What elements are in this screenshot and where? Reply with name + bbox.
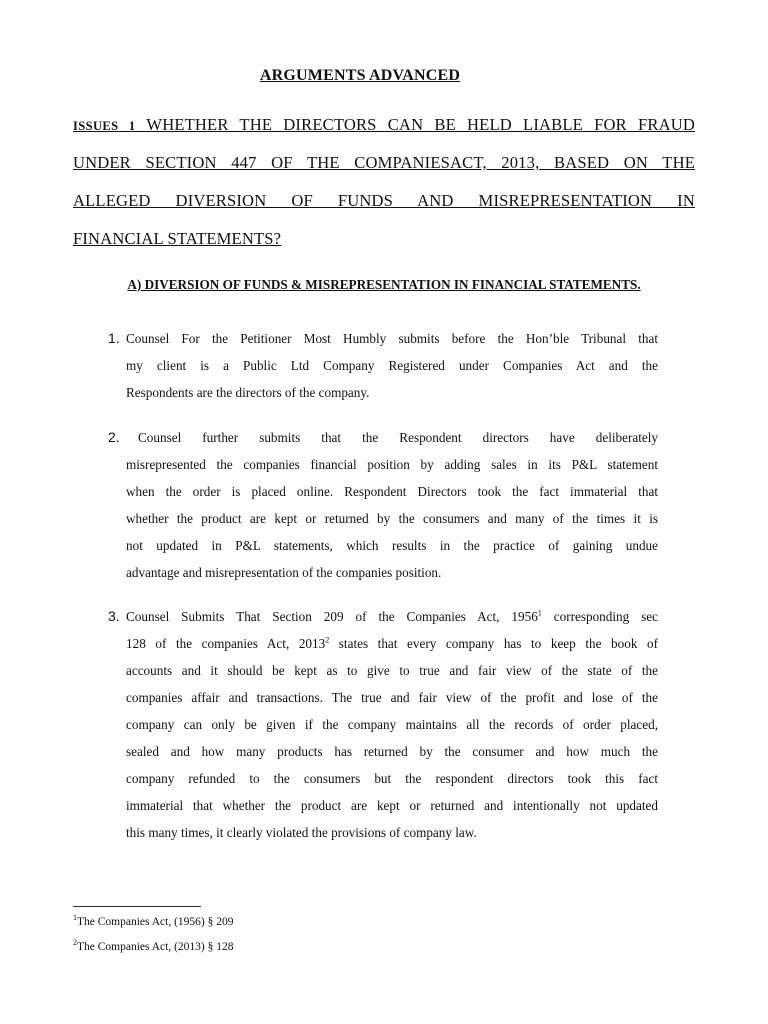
issue-line-2: UNDER SECTION 447 OF THE COMPANIESACT, 2013, BASED ON THE xyxy=(73,153,695,172)
footnote-text: The Companies Act, (1956) § 209 xyxy=(77,916,234,928)
paragraph-text: states that every company has to keep the book of xyxy=(329,636,658,651)
paragraph-line: Respondents are the directors of the company. xyxy=(126,385,370,400)
paragraph-line: immaterial that whether the product are kept or returned and intentionally not updated xyxy=(126,798,658,813)
footnote-ref-1: 1 xyxy=(537,608,542,618)
paragraph-line: company refunded to the consumers but the respondent directors took this fact xyxy=(126,771,658,786)
paragraph-line: my client is a Public Ltd Company Registered under Companies Act and the xyxy=(126,358,658,373)
footnote-separator xyxy=(73,906,201,907)
footnote-text: The Companies Act, (2013) § 128 xyxy=(77,941,234,953)
issue-label: ISSUES 1 xyxy=(73,119,136,133)
paragraph-line: advantage and misrepresentation of the companies position. xyxy=(126,565,442,580)
issue-line-1 xyxy=(73,115,695,135)
paragraph-line: Counsel For the Petitioner Most Humbly submits before the Hon’ble Tribunal that xyxy=(126,331,658,346)
page-title: ARGUMENTS ADVANCED xyxy=(259,67,461,84)
paragraph-text: corresponding sec xyxy=(541,609,658,624)
paragraph-number: 3. xyxy=(108,608,120,624)
footnote-1 xyxy=(73,913,234,928)
paragraph-line xyxy=(126,609,658,625)
paragraph-line: companies affair and transactions. The true and fair view of the profit and lose of the xyxy=(126,690,658,705)
paragraph-number: 2. xyxy=(108,429,120,445)
paragraph-text: Counsel Submits That Section 209 of the Companies Act, 1956 xyxy=(126,609,538,624)
paragraph-line: not updated in P&L statements, which results in the practice of gaining undue xyxy=(126,538,658,553)
issue-text: WHETHER THE DIRECTORS CAN BE HELD LIABLE FOR FRAUD xyxy=(146,115,695,134)
paragraph-line xyxy=(126,636,658,652)
footnote-2 xyxy=(73,938,234,953)
paragraph-line: Counsel further submits that the Respondent directors have deliberately xyxy=(138,430,658,445)
footnote-mark: 1 xyxy=(73,913,77,923)
paragraph-line: this many times, it clearly violated the provisions of company law. xyxy=(126,825,477,840)
paragraph-line: misrepresented the companies financial position by adding sales in its P&L statement xyxy=(126,457,658,472)
paragraph-line: whether the product are kept or returned by the consumers and many of the times it is xyxy=(126,511,658,526)
issue-line-4: FINANCIAL STATEMENTS? xyxy=(73,229,282,248)
issue-line-3: ALLEGED DIVERSION OF FUNDS AND MISREPRESENTATION IN xyxy=(73,191,695,210)
section-heading: A) DIVERSION OF FUNDS & MISREPRESENTATION IN FINANCIAL STATEMENTS. xyxy=(127,277,641,292)
footnote-mark: 2 xyxy=(73,938,77,948)
paragraph-number: 1. xyxy=(108,330,120,346)
paragraph-line: company can only be given if the company maintains all the records of order placed, xyxy=(126,717,658,732)
paragraph-line: when the order is placed online. Respondent Directors took the fact immaterial that xyxy=(126,484,658,499)
paragraph-line: accounts and it should be kept as to give to true and fair view of the state of the xyxy=(126,663,658,678)
footnote-ref-2: 2 xyxy=(325,635,330,645)
paragraph-text: 128 of the companies Act, 2013 xyxy=(126,636,326,651)
paragraph-line: sealed and how many products has returned by the consumer and how much the xyxy=(126,744,658,759)
